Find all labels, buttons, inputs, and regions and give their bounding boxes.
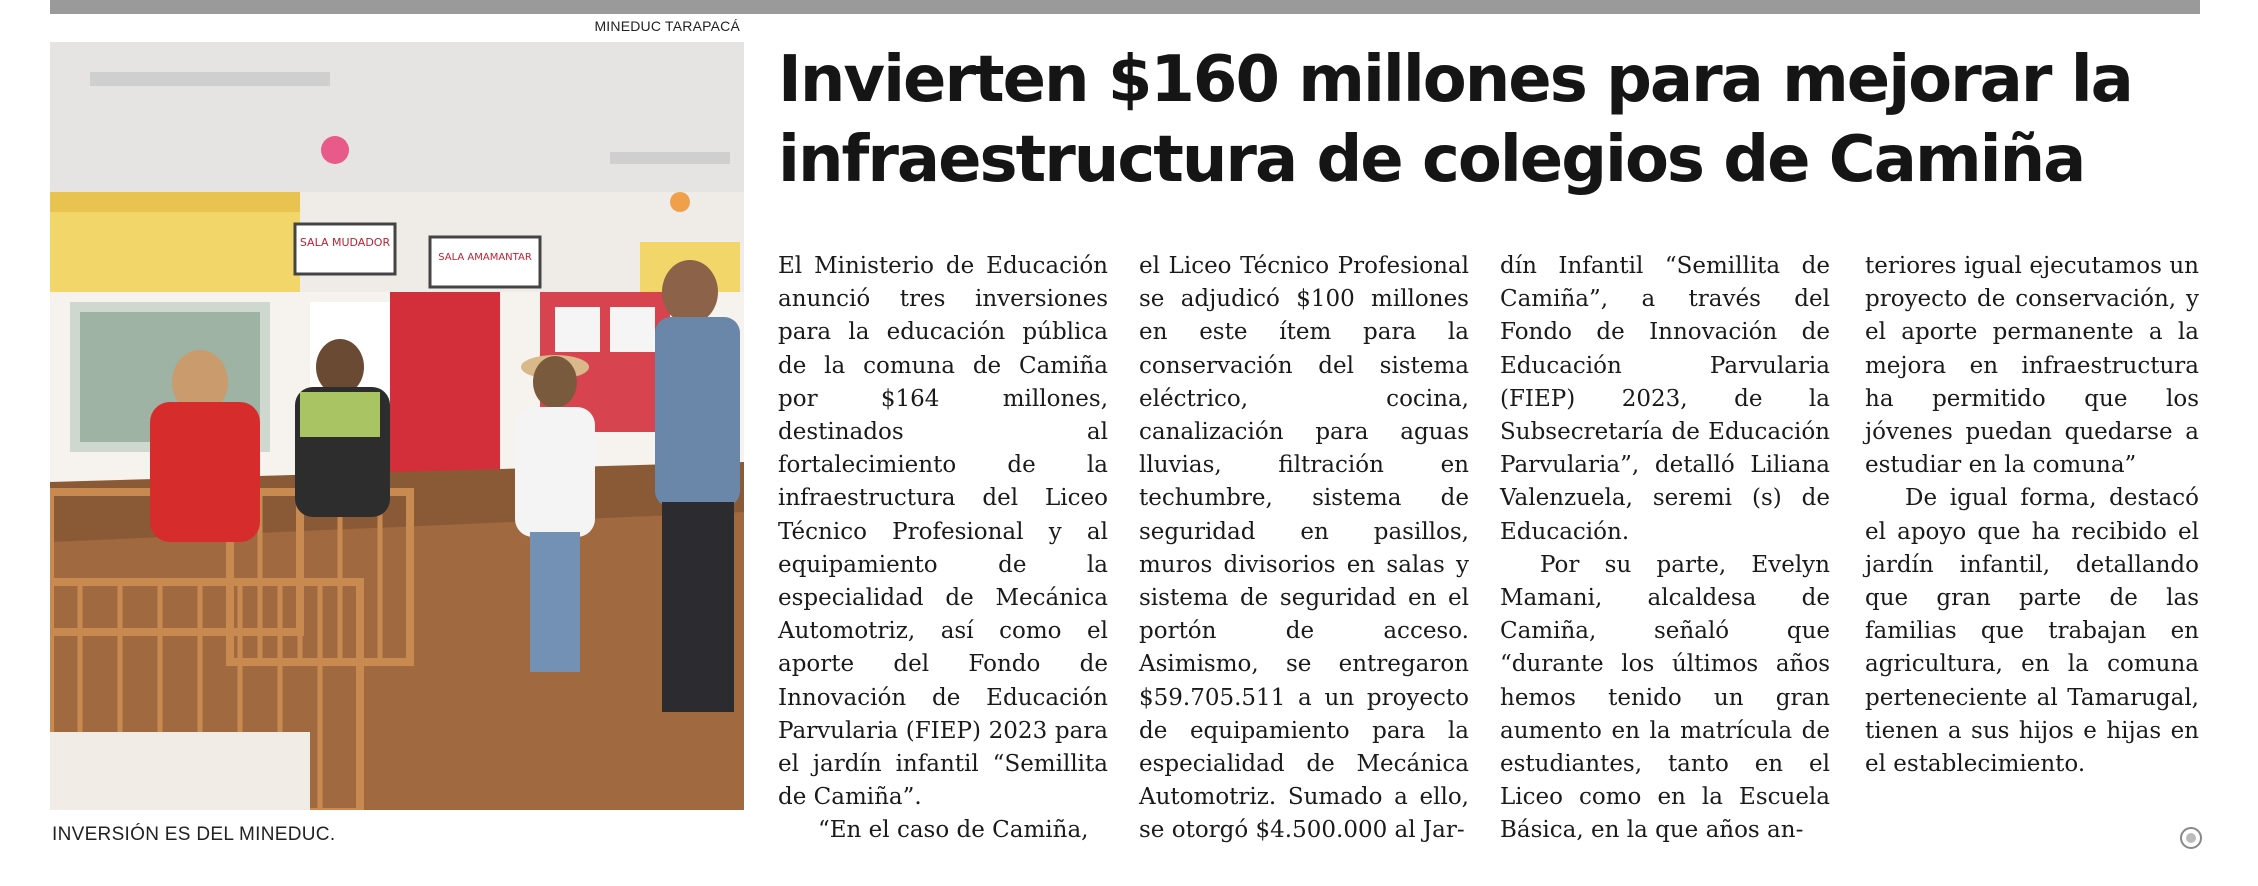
article-column-3 [1500,250,1830,848]
photo-caption: INVERSIÓN ES DEL MINEDUC. [52,824,336,845]
paragraph: De igual forma, destacó el apoyo que ha recibido el jardín infantil, detallando que gran parte de las familias que trabajan en agricultura, en la comuna perteneciente al Tamarugal, tienen a sus hijos e hijas en el establecimiento. [1865,485,2199,778]
top-rule [50,0,2200,14]
paragraph: “En el caso de Camiña, [818,817,1089,844]
article-photo [50,42,744,810]
article-column-1 [778,250,1108,848]
headline: Invierten $160 millones para mejorar la infraestructura de colegios de Camiña [778,43,2132,197]
paragraph: El Ministerio de Educación anunció tres inversiones para la educación pública de la comuna de Camiña por $164 millones, destinados al fortalecimiento de la infraestructura del Liceo Técnico Profesional y al equipamiento de la especialidad de Mecánica Automotriz, así como el aporte del Fondo de Innovación de Educación Parvularia (FIEP) 2023 para el jardín infantil “Semillita de Camiña”. [778,253,1108,811]
paragraph: teriores igual ejecutamos un proyecto de conservación, y el aporte permanente a la mejora en infraestructura ha permitido que los jóvenes puedan quedarse a estudiar en la comuna” [1865,253,2199,479]
sign-right-text: SALA AMAMANTAR [438,252,532,263]
paragraph: Por su parte, Evelyn Mamani, alcaldesa de Camiña, señaló que “durante los últimos años hemos tenido un gran aumento en la matrícula de estudiantes, tanto en el Liceo como en la Escuela Básica, en la que años an- [1500,551,1830,844]
article-column-4 [1865,250,2199,781]
sign-left-text: SALA MUDADOR [299,236,391,249]
article-column-2 [1139,250,1469,848]
paragraph: el Liceo Técnico Profesional se adjudicó $100 millones en este ítem para la conservación del sistema eléctrico, cocina, canalización para aguas lluvias, filtración en techumbre, sistema de seguridad en pasillos, muros divisorios en salas y sistema de seguridad en el portón de acceso. Asimismo, se entregaron $59.705.511 a un proyecto de equipamiento para la especialidad de Mecánica Automotriz. Sumado a ello, se otorgó $4.500.000 al Jar- [1139,253,1469,844]
photo-credit: MINEDUC TARAPACÁ [594,18,740,34]
end-mark-icon [2180,827,2202,849]
nursery-room-image [50,42,744,810]
paragraph: dín Infantil “Semillita de Camiña”, a través del Fondo de Innovación de Educación Parvularia (FIEP) 2023, de la Subsecretaría de Educación Parvularia”, detalló Liliana Valenzuela, seremi (s) de Educación. [1500,253,1830,545]
